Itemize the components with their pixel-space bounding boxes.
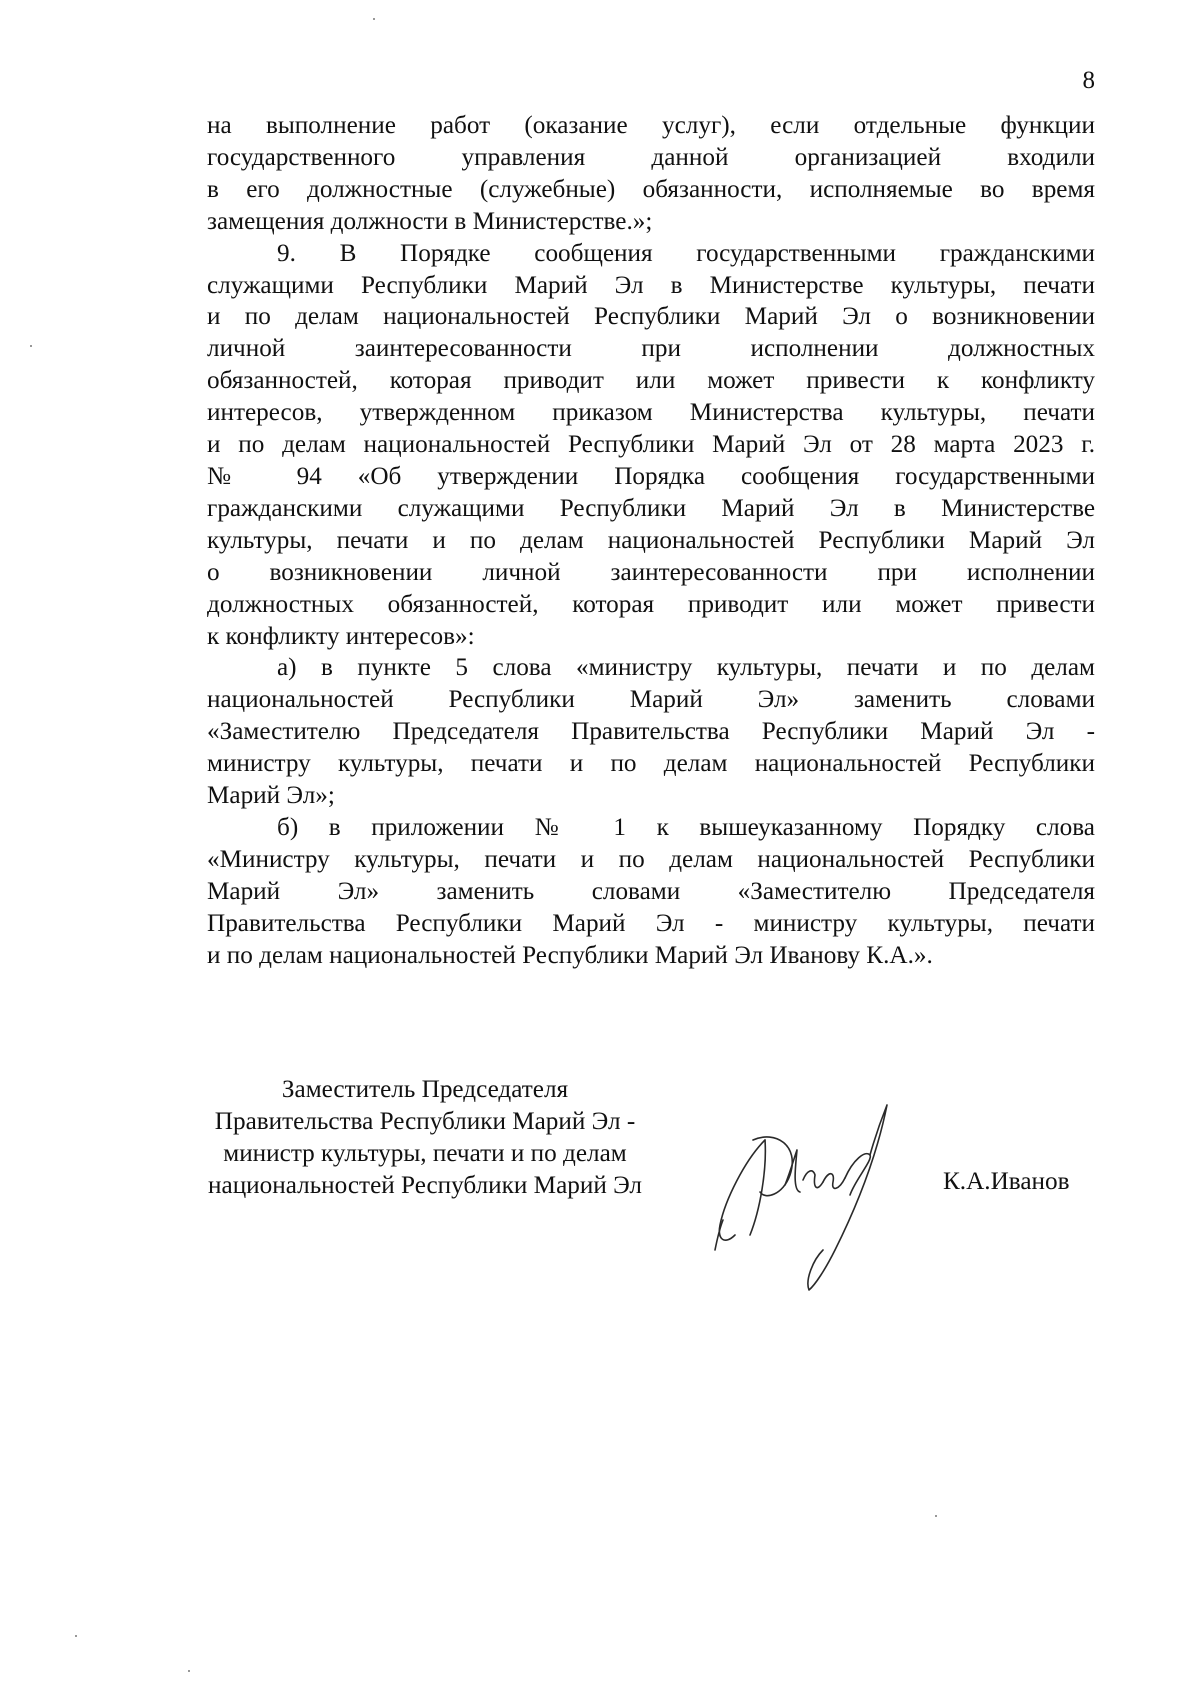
body-line: и по делам национальностей Республики Марий Эл от 28 марта 2023 г. — [207, 431, 1095, 459]
signatory-title-line: Заместитель Председателя — [281, 1076, 569, 1103]
scan-speck — [75, 1635, 77, 1637]
body-line: Марий Эл» заменить словами «Заместителю Председателя — [207, 877, 1095, 905]
body-line: культуры, печати и по делам национальностей Республики Марий Эл — [207, 526, 1095, 554]
body-line: № 94 «Об утверждении Порядка сообщения государственными — [207, 462, 1095, 490]
signatory-name: К.А.Иванов — [943, 1168, 1070, 1195]
body-line: и по делам национальностей Республики Марий Эл Иванову К.А.». — [207, 941, 933, 969]
body-line: замещения должности в Министерстве.»; — [207, 207, 653, 235]
signatory-title-line: министр культуры, печати и по делам — [223, 1140, 627, 1167]
body-line: служащими Республики Марий Эл в Министерстве культуры, печати — [207, 271, 1095, 299]
body-line: министру культуры, печати и по делам национальностей Республики — [207, 750, 1095, 778]
body-line: «Заместителю Председателя Правительства Республики Марий Эл - — [207, 718, 1095, 746]
body-line: к конфликту интересов»: — [207, 622, 475, 650]
body-line: в его должностные (служебные) обязанности, исполняемые во время — [207, 175, 1095, 203]
signatory-title — [180, 1074, 670, 1202]
body-line: б) в приложении № 1 к вышеуказанному Порядку слова — [277, 813, 1095, 841]
body-line: о возникновении личной заинтересованности при исполнении — [207, 558, 1095, 586]
body-line: национальностей Республики Марий Эл» заменить словами — [207, 686, 1095, 714]
signatory-title-line: Правительства Республики Марий Эл - — [214, 1108, 636, 1135]
body-line: 9. В Порядке сообщения государственными гражданскими — [277, 239, 1095, 267]
body-line: интересов, утвержденном приказом Министерства культуры, печати — [207, 399, 1095, 427]
scan-speck — [188, 1670, 190, 1672]
scan-speck — [373, 18, 375, 20]
handwritten-signature — [705, 1100, 945, 1300]
body-line: и по делам национальностей Республики Марий Эл о возникновении — [207, 303, 1095, 331]
document-body — [207, 110, 1095, 971]
body-line: Марий Эл»; — [207, 782, 335, 810]
body-line: «Министру культуры, печати и по делам национальностей Республики — [207, 845, 1095, 873]
body-line: государственного управления данной организацией входили — [207, 143, 1095, 171]
scan-speck — [935, 1515, 937, 1517]
page-number: 8 — [1082, 67, 1095, 94]
body-line: гражданскими служащими Республики Марий Эл в Министерстве — [207, 494, 1095, 522]
scan-speck — [30, 345, 32, 347]
signatory-title-line: национальностей Республики Марий Эл — [208, 1172, 642, 1199]
body-line: а) в пункте 5 слова «министру культуры, печати и по делам — [277, 654, 1095, 682]
body-line: на выполнение работ (оказание услуг), если отдельные функции — [207, 112, 1095, 139]
body-line: личной заинтересованности при исполнении должностных — [207, 335, 1095, 363]
body-line: Правительства Республики Марий Эл - министру культуры, печати — [207, 909, 1095, 937]
body-line: должностных обязанностей, которая приводит или может привести — [207, 590, 1095, 618]
body-line: обязанностей, которая приводит или может привести к конфликту — [207, 367, 1095, 395]
